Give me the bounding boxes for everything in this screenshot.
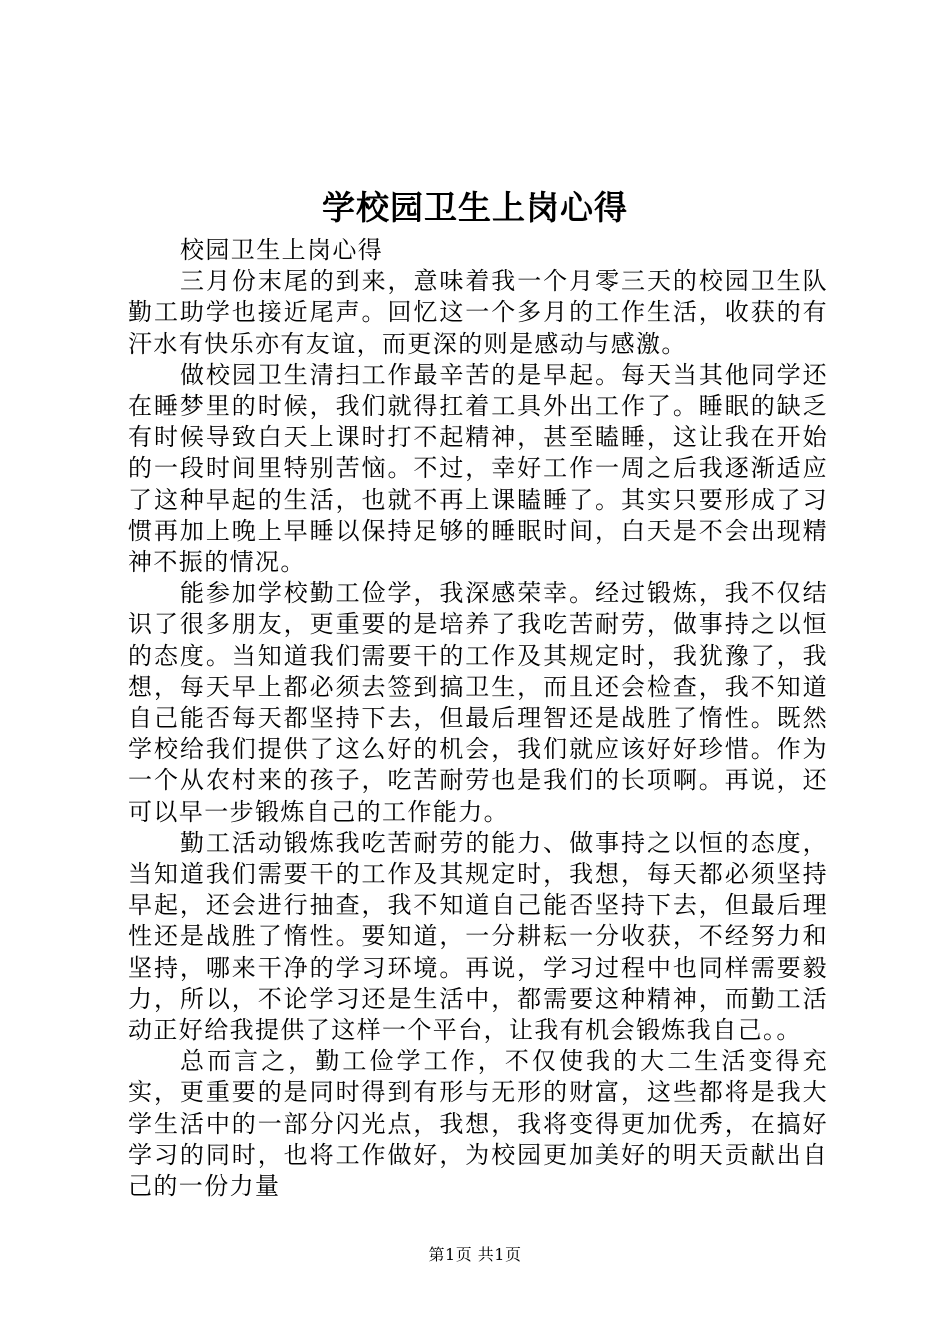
paragraph-5: 总而言之，勤工俭学工作，不仅使我的大二生活变得充实，更重要的是同时得到有形与无形的财富，这些都将是我大学生活中的一部分闪光点，我想，我将变得更加优秀，在搞好学习的同时，也将工作做好，为校园更加美好的明天贡献出自己的一份力量	[128, 1047, 828, 1201]
paragraph-4: 勤工活动锻炼我吃苦耐劳的能力、做事持之以恒的态度，当知道我们需要干的工作及其规定时，我想，每天都必须坚持早起，还会进行抽查，我不知道自己能否坚持下去，但最后理性还是战胜了惰性。要知道，一分耕耘一分收获，不经努力和坚持，哪来干净的学习环境。再说，学习过程中也同样需要毅力，所以，不论学习还是生活中，都需要这种精神，而勤工活动正好给我提供了这样一个平台，让我有机会锻炼我自己。。	[128, 828, 828, 1045]
paragraph-3: 能参加学校勤工俭学，我深感荣幸。经过锻炼，我不仅结识了很多朋友，更重要的是培养了我吃苦耐劳，做事持之以恒的态度。当知道我们需要干的工作及其规定时，我犹豫了，我想，每天早上都必须去签到搞卫生，而且还会检查，我不知道自己能否每天都坚持下去，但最后理智还是战胜了惰性。既然学校给我们提供了这么好的机会，我们就应该好好珍惜。作为一个从农村来的孩子，吃苦耐劳也是我们的长项啊。再说，还可以早一步锻炼自己的工作能力。	[128, 579, 828, 826]
paragraph-subtitle: 校园卫生上岗心得	[180, 236, 384, 264]
document-title: 学校园卫生上岗心得	[322, 188, 628, 227]
document-body	[128, 235, 828, 1202]
paragraph-1: 三月份末尾的到来，意味着我一个月零三天的校园卫生队勤工助学也接近尾声。回忆这一个多月的工作生活，收获的有汗水有快乐亦有友谊，而更深的则是感动与感激。	[128, 267, 828, 358]
page-footer: 第1页 共1页	[428, 1245, 522, 1264]
paragraph-2: 做校园卫生清扫工作最辛苦的是早起。每天当其他同学还在睡梦里的时候，我们就得扛着工具外出工作了。睡眠的缺乏有时候导致白天上课时打不起精神，甚至瞌睡，这让我在开始的一段时间里特别苦恼。不过，幸好工作一周之后我逐渐适应了这种早起的生活，也就不再上课瞌睡了。其实只要形成了习惯再加上晚上早睡以保持足够的睡眠时间，白天是不会出现精神不振的情况。	[128, 360, 828, 577]
